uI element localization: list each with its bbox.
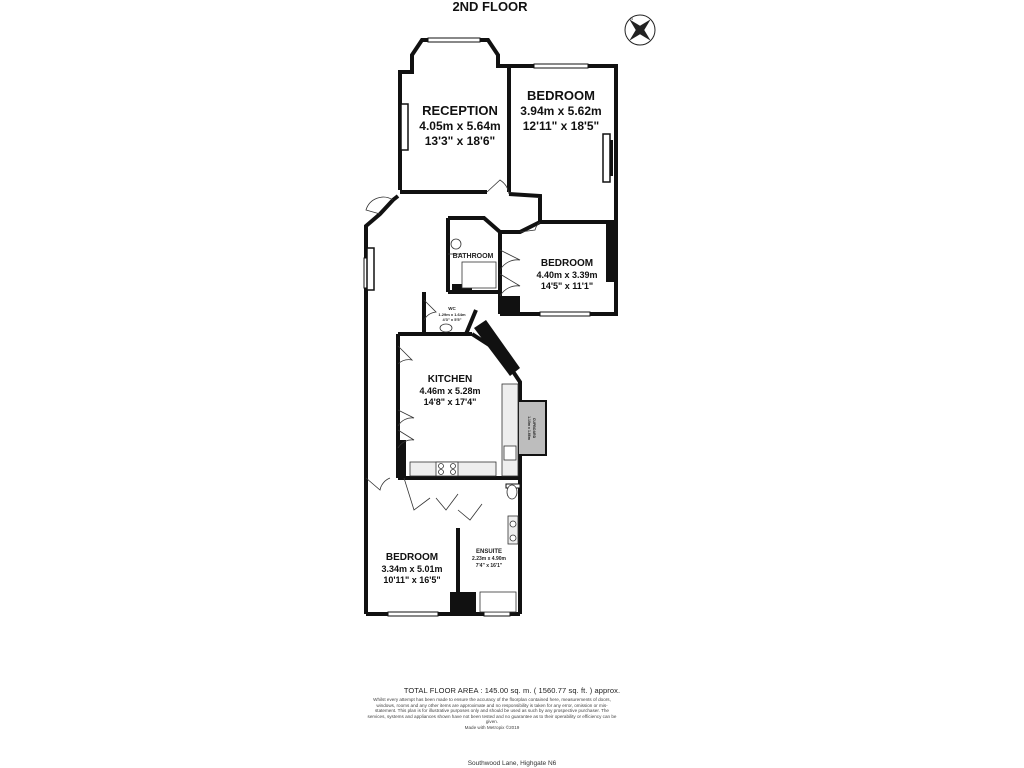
svg-text:1.29m x 1.64m: 1.29m x 1.64m (438, 312, 466, 317)
made-with: Made with Metropix ©2019 (464, 724, 520, 730)
svg-text:4.46m x 5.28m: 4.46m x 5.28m (419, 386, 481, 396)
svg-text:13'3" x 18'6": 13'3" x 18'6" (424, 134, 496, 148)
svg-text:10'11" x 16'5": 10'11" x 16'5" (383, 575, 441, 585)
svg-text:4.05m x 5.64m: 4.05m x 5.64m (419, 119, 501, 133)
svg-text:3.34m x 5.01m: 3.34m x 5.01m (381, 564, 443, 574)
svg-text:KITCHEN: KITCHEN (427, 374, 473, 385)
svg-text:BEDROOM: BEDROOM (385, 552, 439, 563)
svg-text:2.23m x 4.90m: 2.23m x 4.90m (472, 556, 506, 562)
svg-text:1.10m x 1.66m: 1.10m x 1.66m (527, 416, 531, 440)
room-kitchen (419, 374, 480, 407)
svg-text:14'8" x 17'4": 14'8" x 17'4" (423, 397, 477, 407)
property-address: Southwood Lane, Highgate N6 (467, 760, 557, 767)
svg-text:BEDROOM: BEDROOM (540, 258, 594, 269)
room-store (527, 416, 536, 440)
room-bedroom-2 (536, 258, 597, 291)
disclaimer-body: Whilst every attempt has been made to ensure the accuracy of the floorplan contained here, measurements of doors, windows, rooms and any other items are approximate and no responsibility is taken for any error, omission or mis-statement. This plan is for illustrative purposes only and should be used as such by any prospective purchaser. The services, systems and appliances shown have not been tested and no guarantee as to their operability or efficiency can be given. (367, 697, 617, 725)
svg-text:ENSUITE: ENSUITE (475, 549, 503, 555)
disclaimer-text (367, 697, 617, 731)
room-bedroom-3 (381, 552, 442, 585)
room-wc (438, 306, 466, 322)
svg-text:WC: WC (448, 306, 456, 311)
room-ensuite (472, 549, 506, 569)
room-reception (419, 103, 500, 148)
svg-text:3.94m x 5.62m: 3.94m x 5.62m (520, 104, 602, 118)
cupboard-box (518, 401, 546, 455)
floor-title: 2ND FLOOR (452, 0, 528, 14)
svg-text:12'11" x 18'5": 12'11" x 18'5" (522, 119, 600, 133)
room-bedroom-1 (520, 88, 601, 133)
svg-text:14'5" x 11'1": 14'5" x 11'1" (540, 281, 594, 291)
svg-text:RECEPTION: RECEPTION (422, 103, 498, 118)
svg-text:4.40m x 3.39m: 4.40m x 3.39m (536, 270, 598, 280)
svg-text:7'4" x 16'1": 7'4" x 16'1" (475, 563, 503, 569)
room-bathroom (453, 253, 494, 260)
svg-text:BATHROOM: BATHROOM (452, 253, 494, 260)
svg-text:4'3" x 5'5": 4'3" x 5'5" (442, 317, 462, 322)
compass-rose-icon (625, 15, 655, 45)
svg-text:N: N (630, 16, 633, 21)
total-floor-area: TOTAL FLOOR AREA : 145.00 sq. m. ( 1560.77 sq. ft. ) approx. (403, 686, 621, 695)
svg-text:CUPBOARD: CUPBOARD (532, 417, 536, 439)
svg-text:BEDROOM: BEDROOM (527, 88, 595, 103)
